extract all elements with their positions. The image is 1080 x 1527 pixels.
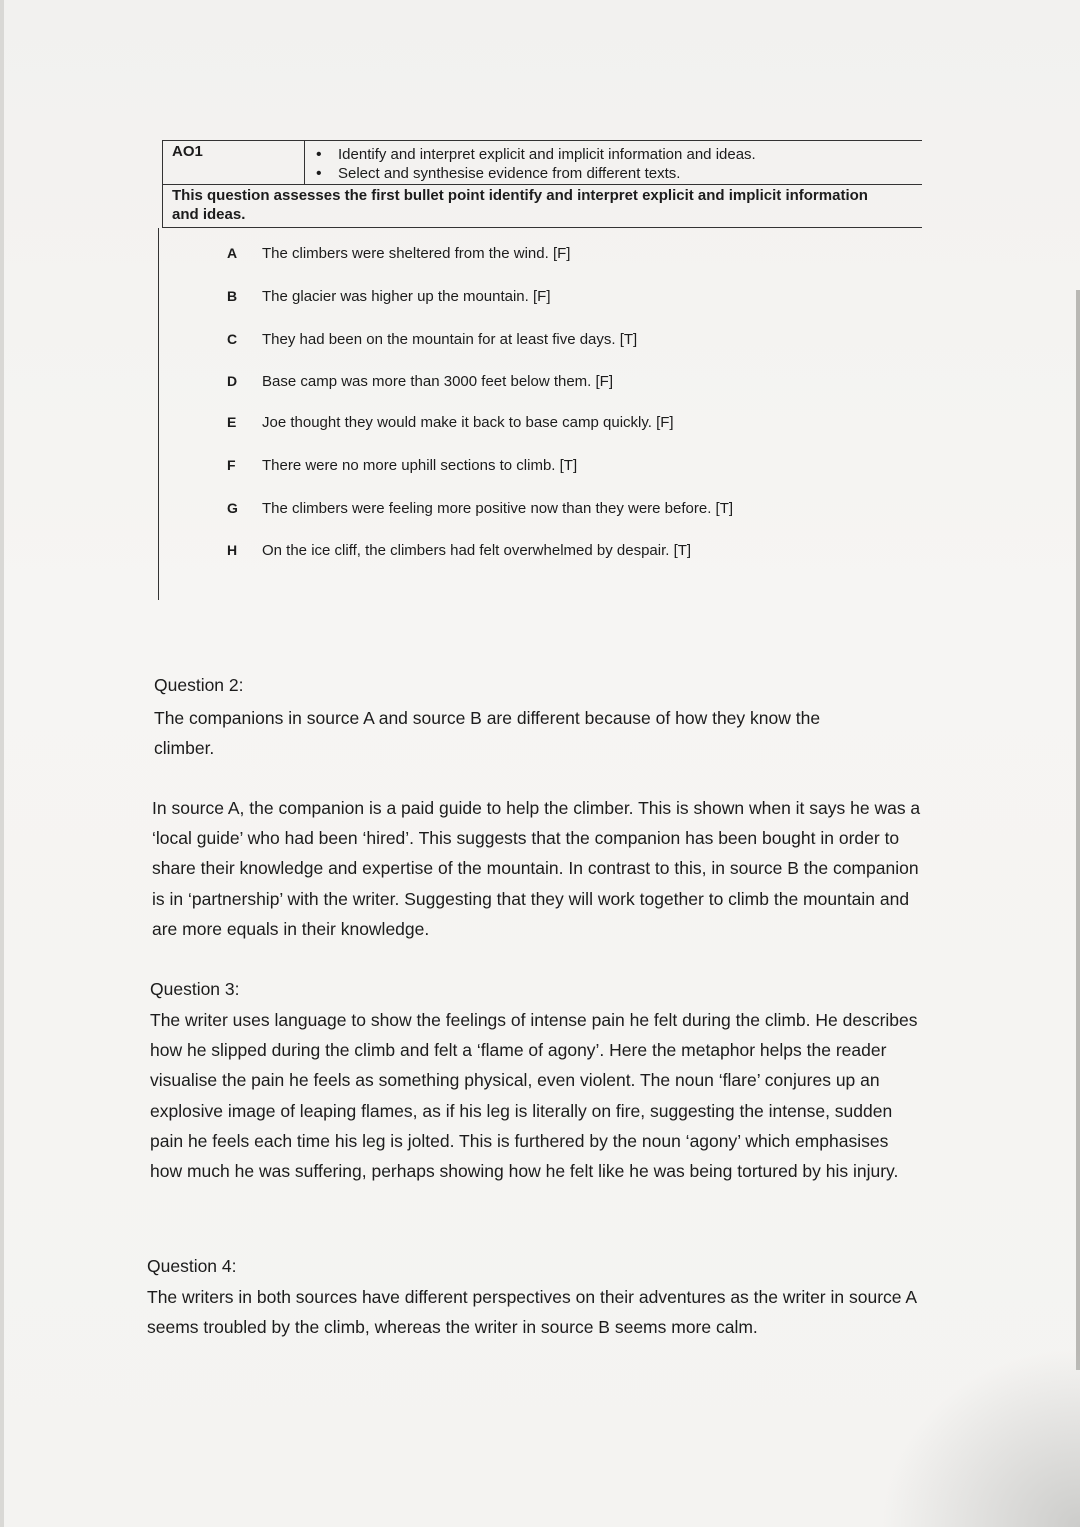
answer-letter: B [227,288,238,304]
question2-intro: The companions in source A and source B are different because of how they know the climber. [154,708,821,759]
answer-letter: D [227,373,238,389]
answer-text: The glacier was higher up the mountain. [F] [262,288,551,305]
question2-body: In source A, the companion is a paid guide to help the climber. This is shown when it says he was a ‘local guide’ who had been ‘hired’. This suggests that the companion has been bought in order to share their knowledge and expertise of the mountain. In contrast to this, in source B the companion is in ‘partnership’ with the writer. Suggesting that they will work together to climb the mountain and are more equals in their knowledge. [152,798,921,939]
objective-bullet: • Select and synthesise evidence from different texts. [312,164,756,183]
question4-heading: Question 4: [147,1256,237,1276]
question1-answers [158,228,859,600]
table-rule [162,184,922,185]
answer-letter: C [227,331,238,347]
answer-text: On the ice cliff, the climbers had felt overwhelmed by despair. [T] [262,542,692,559]
question3-body: The writer uses language to show the feelings of intense pain he felt during the climb. He describes how he slipped during the climb and felt a ‘flame of agony’. Here the metaphor helps the reader visualise the pain he feels as something physical, even violent. The noun ‘flare’ conjures up an explosive image of leaping flames, as if his leg is literally on fire, suggesting the intense, sudden pain he feels each time his leg is jolted. This is furthered by the noun ‘agony’ which emphasises how much he was suffering, perhaps showing how he felt like he was being tortured by his injury. [150,1010,918,1182]
answer-letter: G [227,500,238,516]
answer-letter: F [227,457,236,473]
table-rule [304,140,305,184]
question4-body: The writers in both sources have different perspectives on their adventures as the writer in source A seems troubled by the climb, whereas the writer in source B seems more calm. [147,1287,917,1338]
answer-letter: H [227,542,238,558]
page-edge-left [0,0,4,1527]
objective-bullets [312,145,756,183]
answer-text: They had been on the mountain for at least five days. [T] [262,331,638,348]
answer-letter: A [227,245,238,261]
objective-bullet: • Identify and interpret explicit and implicit information and ideas. [312,145,756,164]
answer-text: Joe thought they would make it back to base camp quickly. [F] [262,414,674,431]
page-shadow [880,1347,1080,1527]
table-rule [162,140,163,228]
table-rule [162,140,922,141]
assessment-objective-table [162,140,922,228]
answer-text: The climbers were feeling more positive now than they were before. [T] [262,500,734,517]
answer-text: There were no more uphill sections to climb. [T] [262,457,578,474]
answer-text: Base camp was more than 3000 feet below them. [F] [262,373,614,390]
objective-code: AO1 [172,143,203,160]
answer-letter: E [227,414,237,430]
page-edge-right [1076,290,1080,1370]
question3-heading: Question 3: [150,979,240,999]
answer-text: The climbers were sheltered from the wind. [F] [262,245,571,262]
question2-heading: Question 2: [154,675,244,695]
objective-note: This question assesses the first bullet point identify and interpret explicit and implicit information and ideas. [172,187,868,223]
